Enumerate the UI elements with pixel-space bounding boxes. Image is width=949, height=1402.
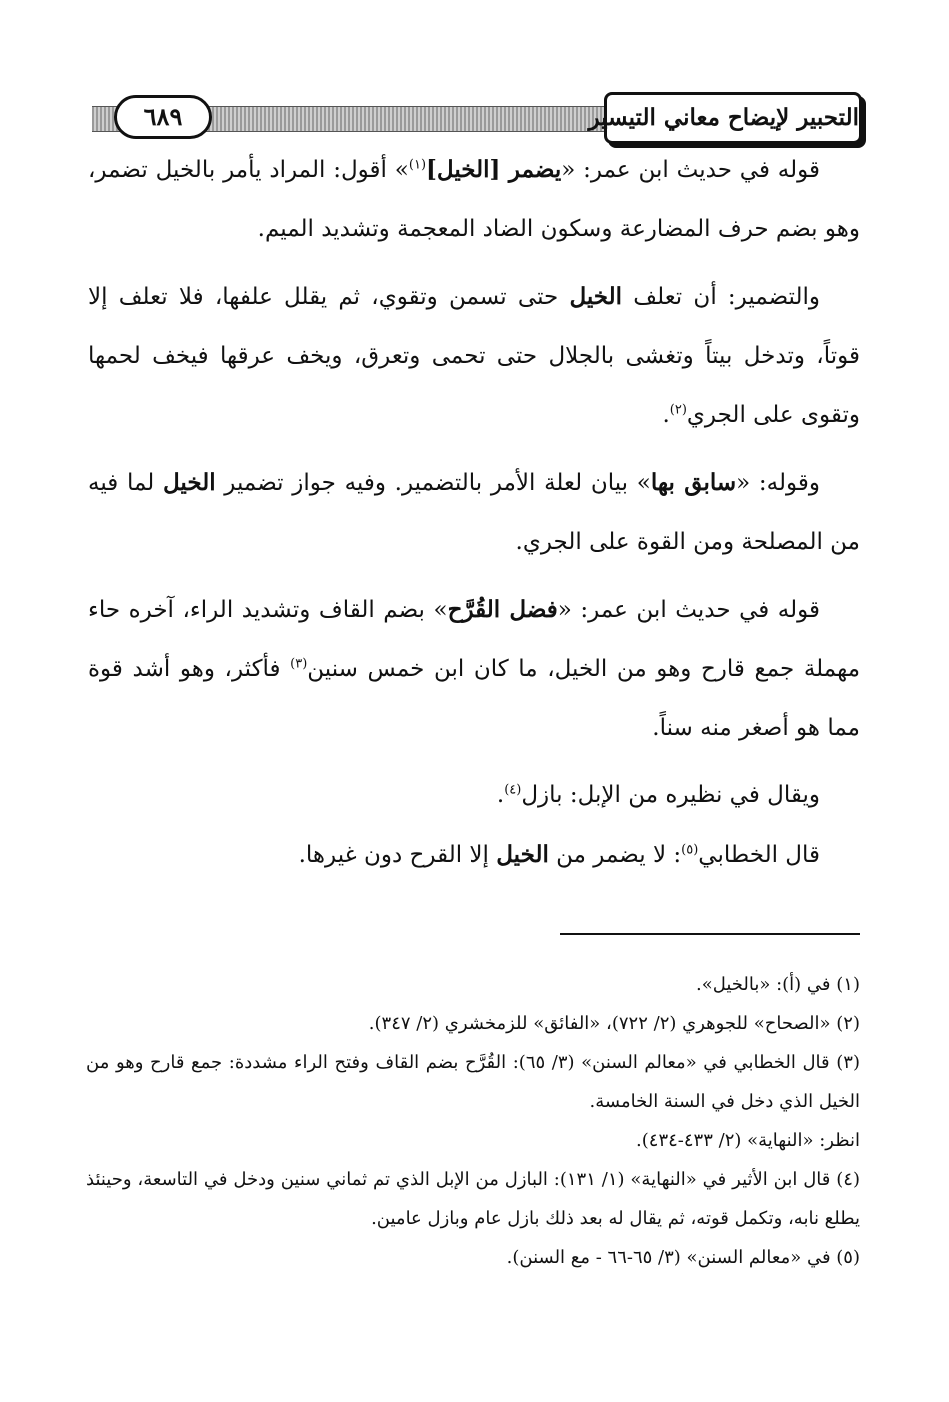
highlighted-word: الخيل	[569, 283, 623, 310]
quoted-term: يضمر [الخيل]	[426, 156, 562, 183]
paragraph-4	[88, 580, 860, 758]
paragraph-1	[88, 140, 860, 259]
footnote-ref: (٥)	[681, 842, 699, 858]
text-run: فأكثر، وهو أشد قوة مما هو أصغر منه سناً.	[88, 656, 860, 741]
text-run: .	[496, 782, 505, 808]
text-run: » بضم القاف وتشديد الراء، آخره حاء مهملة جمع قارح وهو من الخيل، ما كان ابن خمس سنين	[88, 597, 861, 682]
book-title: التحبير لإيضاح معاني التيسير	[604, 92, 862, 144]
highlighted-word: الخيل	[162, 469, 216, 496]
text-run: قال الخطابي	[698, 842, 820, 868]
text-run: لما فيه من المصلحة ومن القوة على الجري.	[88, 470, 860, 555]
footnote-3: (٣) قال الخطابي في «معالم السنن» (٣/ ٦٥): القُرَّح بضم القاف وفتح الراء مشددة: جمع قارح وهو من الخيل الذي دخل في السنة الخامسة.	[86, 1052, 860, 1112]
text-run: .	[662, 402, 670, 428]
text-run: : لا يضمر من	[548, 842, 682, 868]
text-run: والتضمير: أن تعلف	[622, 284, 821, 310]
footnote-ref: (٤)	[504, 782, 522, 798]
page-number: ٦٨٩	[114, 95, 212, 139]
footnote-separator	[560, 933, 860, 935]
text-run: إلا القرح دون غيرها.	[298, 842, 497, 868]
text-run: قوله في حديث ابن عمر: «	[561, 157, 821, 183]
running-header	[92, 92, 862, 146]
paragraph-2	[88, 267, 860, 445]
text-run: » بيان لعلة الأمر بالتضمير. وفيه جواز تضمير	[215, 470, 651, 496]
text-run: ويقال في نظيره من الإبل: بازل	[521, 782, 820, 808]
paragraph-6	[88, 825, 860, 885]
highlighted-word: الخيل	[496, 841, 549, 868]
footnote-ref: (١)	[408, 157, 427, 173]
text-run: » أقول: المراد يأمر بالخيل تضمر، وهو بضم حرف المضارعة وسكون الضاد المعجمة وتشديد الميم.	[88, 157, 860, 242]
quoted-term: فضل القُرَّح	[447, 596, 558, 623]
text-run: حتى تسمن وتقوي، ثم يقلل علفها، فلا تعلف إلا قوتاً، وتدخل بيتاً وتغشى بالجلال حتى تحمى وتعرق، ويخف عرقها فيخف لحمها وتقوى على الجري	[88, 284, 860, 428]
text-run: قوله في حديث ابن عمر: «	[557, 597, 821, 623]
footnote-ref: (٣)	[290, 656, 308, 672]
main-text	[88, 140, 860, 885]
footnotes	[86, 965, 860, 1277]
paragraph-5	[88, 766, 860, 825]
footnote-1: (١) في (أ): «بالخيل».	[695, 974, 860, 995]
footnote-3-reference: انظر: «النهاية» (٢/ ٤٣٣-٤٣٤).	[636, 1130, 860, 1151]
footnote-4: (٤) قال ابن الأثير في «النهاية» (١/ ١٣١): البازل من الإبل الذي تم ثماني سنين ودخل في التاسعة، وحينئذ يطلع نابه، وتكمل قوته، ثم يقال له بعد ذلك بازل عام وبازل عامين.	[86, 1169, 860, 1229]
quoted-term: سابق بها	[650, 469, 737, 496]
footnote-2: (٢) «الصحاح» للجوهري (٢/ ٧٢٢)، «الفائق» للزمخشري (٢/ ٣٤٧).	[368, 1013, 860, 1034]
paragraph-3	[88, 453, 860, 572]
footnote-5: (٥) في «معالم السنن» (٣/ ٦٥-٦٦ - مع السنن).	[506, 1247, 860, 1268]
footnote-ref: (٢)	[669, 402, 687, 418]
text-run: وقوله: «	[736, 470, 820, 496]
